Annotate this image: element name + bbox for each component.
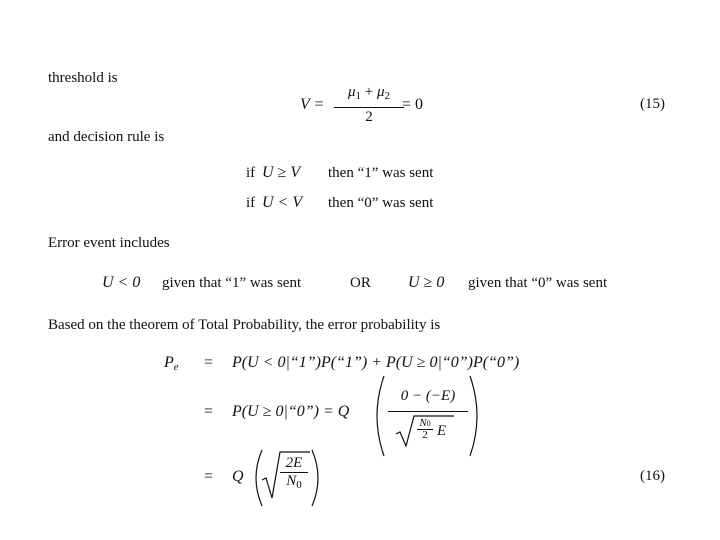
eq16-equals-2: = <box>204 403 214 420</box>
eq15-mu2: μ <box>376 84 385 100</box>
eq15-fraction-bar <box>334 107 404 108</box>
eq16-inner-E: E <box>437 423 447 439</box>
eq16-sqrt-numerator: 2E <box>285 455 303 471</box>
eq16-inner-fraction <box>417 418 433 441</box>
rule-row2-if: if <box>246 195 256 211</box>
rule-row1-then: then “1” was sent <box>328 165 434 181</box>
eq15-rhs: = 0 <box>402 96 424 113</box>
rule-row1-if: if <box>246 165 256 181</box>
error-given2: given that “0” was sent <box>468 275 608 291</box>
eq16-inner-N-sub: 0 <box>426 419 431 428</box>
eq16-number: (16) <box>640 468 665 484</box>
eq16-line2-paren-left <box>372 374 386 458</box>
eq16-line3-Q: Q <box>232 468 244 485</box>
eq16-pe-letter: P <box>164 354 174 371</box>
eq16-pe-sub: e <box>173 361 179 373</box>
eq15-mu1: μ <box>347 84 356 100</box>
eq16-line2-fraction <box>388 387 468 405</box>
error-cond1: U < 0 <box>102 274 141 291</box>
eq16-inner-den: 2 <box>422 429 428 441</box>
eq16-pe <box>164 355 179 373</box>
eq15-mu2-sub: 2 <box>384 90 391 102</box>
decision-rule-intro: and decision rule is <box>48 129 165 145</box>
rule-row2-condition: U < V <box>262 194 303 211</box>
eq15-plus: + <box>364 84 374 100</box>
eq15-mu1-sub: 1 <box>355 90 362 102</box>
threshold-intro: threshold is <box>48 70 118 86</box>
eq15-denominator: 2 <box>365 109 373 125</box>
eq16-sqrt-den-sub: 0 <box>296 479 302 491</box>
eq16-frac-numerator: 0 − (−E) <box>400 388 456 404</box>
eq16-line2-paren-right <box>468 374 482 458</box>
error-or: OR <box>350 275 371 291</box>
eq16-frac-bar <box>388 411 468 412</box>
error-given1: given that “1” was sent <box>162 275 302 291</box>
rule-row1-condition: U ≥ V <box>262 164 301 181</box>
error-event-intro: Error event includes <box>48 235 170 251</box>
eq15-lhs: V = <box>300 96 325 113</box>
eq16-line2-lhs: P(U ≥ 0|“0”) = Q <box>232 403 350 420</box>
rule-row2-then: then “0” was sent <box>328 195 434 211</box>
eq15-number: (15) <box>640 96 665 112</box>
eq16-line3-fraction <box>280 455 308 494</box>
eq16-equals-1: = <box>204 354 214 371</box>
eq16-line1: P(U < 0|“1”)P(“1”) + P(U ≥ 0|“0”)P(“0”) <box>232 354 520 371</box>
eq16-sqrt-den-N: N <box>286 473 297 489</box>
eq16-equals-3: = <box>204 468 214 485</box>
eq16-line3-paren-right <box>310 448 324 508</box>
eq16-inner-N: N <box>419 417 427 429</box>
total-probability-intro: Based on the theorem of Total Probability, the error probability is <box>48 317 441 333</box>
error-cond2: U ≥ 0 <box>408 274 445 291</box>
eq15-fraction <box>334 84 404 126</box>
